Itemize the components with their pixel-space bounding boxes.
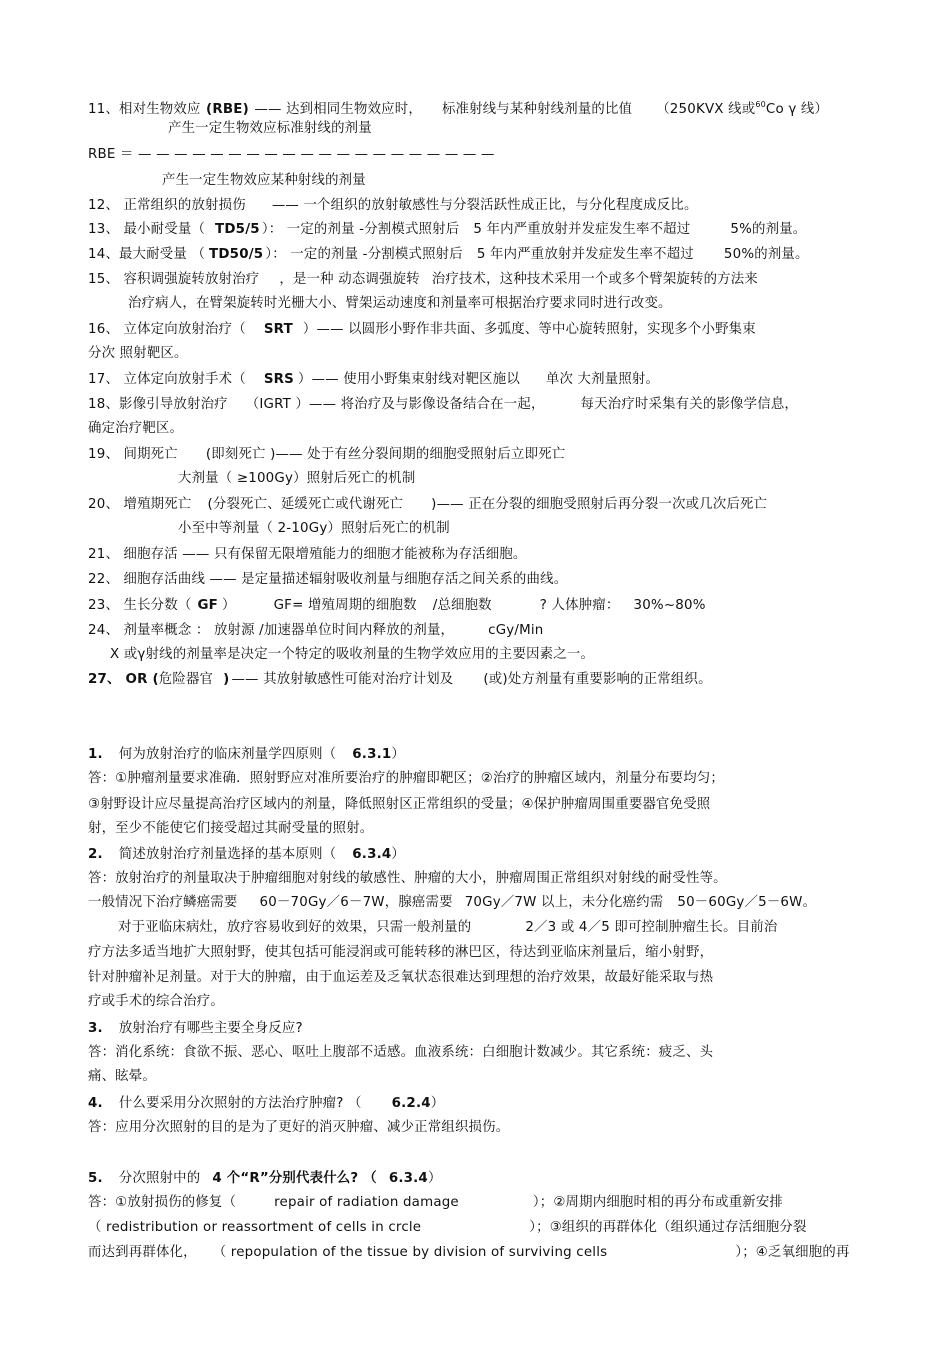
text-segment: TD5/5	[215, 222, 260, 237]
text-segment: （ repopulation of the tissue by division of surviving cells	[212, 1245, 608, 1260]
text-segment: 70Gy／7W 以上，未分化癌约需	[464, 895, 664, 910]
text-segment: (即刻死亡 )—— 处于有丝分裂间期的细胞受照射后立即死亡	[205, 447, 566, 462]
text-segment: GF	[197, 598, 218, 613]
text-segment: 30%~80%	[633, 598, 706, 613]
text-line	[88, 597, 706, 615]
text-segment: GF= 增殖周期的细胞数	[273, 598, 417, 613]
text-segment: ）；④乏氧细胞的再	[735, 1245, 850, 1260]
text-segment: SRS	[263, 372, 295, 387]
text-line	[88, 1170, 442, 1188]
text-segment: 4 个“R”分别代表什么? （	[212, 1171, 377, 1186]
text-segment: Co γ 线）	[765, 102, 829, 117]
text-segment: 17、 立体定向放射手术（	[88, 372, 246, 387]
text-line	[88, 446, 565, 464]
text-segment: 5 年内严重放射并发症发生率不超过	[476, 247, 694, 262]
text-segment: 50%的剂量。	[723, 247, 809, 262]
text-segment: 确定治疗靶区。	[88, 421, 184, 436]
text-segment: 5 年内严重放射并发症发生率不超过	[473, 222, 691, 237]
text-segment: 治疗技术，这种技术采用一个或多个臂架旋转的方法来	[431, 272, 758, 287]
text-segment: 23、 生长分数（	[88, 598, 192, 613]
text-segment: 产生一定生物效应某种射线的剂量	[162, 173, 366, 188]
text-line	[88, 1194, 783, 1212]
text-segment: 而达到再群体化，	[88, 1245, 197, 1260]
text-segment: ）	[391, 747, 405, 762]
text-segment: 20、 增殖期死亡	[88, 497, 192, 512]
text-segment: 27、 OR (	[88, 672, 159, 687]
text-line	[88, 820, 373, 838]
text-segment: 分次 照射靶区。	[88, 346, 188, 361]
text-line	[88, 1119, 509, 1137]
text-line	[88, 796, 710, 814]
text-segment: 3.	[88, 1021, 103, 1036]
text-segment: 疗方法多适当地扩大照射野，使其包括可能浸润或可能转移的淋巴区，待达到亚临床剂量后，缩小射野，	[88, 945, 714, 960]
text-segment: SRT	[263, 322, 293, 337]
text-segment: 分次照射中的	[118, 1171, 201, 1186]
text-segment: 4.	[88, 1096, 103, 1111]
text-segment: 14、最大耐受量 （	[88, 247, 206, 262]
text-line	[88, 671, 712, 689]
text-line	[88, 622, 544, 640]
text-segment: 24、 剂量率概念 ： 放射源 /加速器单位时间内释放的剂量，	[88, 623, 455, 638]
text-segment: 1.	[88, 747, 103, 762]
text-segment: 2.	[88, 847, 103, 862]
text-segment: ）： 一定的剂量 -分割模式照射后	[265, 247, 463, 262]
text-segment: 何为放射治疗的临床剂量学四原则（	[118, 747, 337, 762]
text-line	[88, 969, 713, 987]
text-line	[88, 746, 405, 764]
superscript: 60	[755, 100, 766, 109]
text-segment: )	[223, 672, 230, 687]
text-line	[110, 646, 594, 664]
text-line	[88, 1044, 713, 1062]
text-segment: 6.3.4	[352, 847, 392, 862]
text-line	[168, 120, 372, 138]
text-segment: —— 其放射敏感性可能对治疗计划及	[231, 672, 454, 687]
text-segment: 答：消化系统：食欲不振、恶心、呕吐上腹部不适感。血液系统：白细胞计数减少。其它系统：疲乏、头	[88, 1045, 714, 1060]
text-segment: （IGRT ）—— 将治疗及与影像设备结合在一起，	[245, 397, 545, 412]
text-segment: 50－60Gy／5－6W。	[677, 895, 817, 910]
text-segment: 16、 立体定向放射治疗（	[88, 322, 246, 337]
text-segment: ③射野设计应尽量提高治疗区域内的剂量，降低照射区正常组织的受量；④保护肿瘤周围重要器官免受照	[88, 797, 711, 812]
text-segment: 标准射线与某种射线剂量的比值	[441, 102, 633, 117]
text-line	[88, 396, 798, 414]
text-segment: 答：放射治疗的剂量取决于肿瘤细胞对射线的敏感性、肿瘤的大小，肿瘤周围正常组织对射线的耐受性等。	[88, 871, 727, 886]
text-segment: 射，至少不能使它们接受超过其耐受量的照射。	[88, 821, 374, 836]
text-segment: 22、 细胞存活曲线 —— 是定量描述辐射吸收剂量与细胞存活之间关系的曲线。	[88, 572, 568, 587]
text-line	[88, 1095, 444, 1113]
text-segment: 每天治疗时采集有关的影像学信息，	[580, 397, 798, 412]
text-segment: 6.3.1	[352, 747, 392, 762]
text-segment: ）	[427, 1171, 442, 1186]
text-line	[88, 894, 816, 912]
text-segment: 19、 间期死亡	[88, 447, 178, 462]
text-segment: 6.3.4	[388, 1171, 428, 1186]
text-line	[88, 1244, 850, 1262]
text-segment: 对于亚临床病灶，放疗容易收到好的效果，只需一般剂量的	[118, 920, 472, 935]
text-line	[88, 345, 188, 363]
text-line	[88, 371, 659, 389]
text-segment: ）—— 使用小野集束射线对靶区施以	[298, 372, 520, 387]
text-segment: 什么要采用分次照射的方法治疗肿瘤? （	[118, 1096, 362, 1111]
text-segment: 5%的剂量。	[730, 222, 807, 237]
text-line	[178, 520, 450, 538]
text-segment: 简述放射治疗剂量选择的基本原则（	[118, 847, 337, 862]
text-segment: 答：①肿瘤剂量要求准确．照射野应对准所要治疗的肿瘤即靶区；②治疗的肿瘤区域内，剂量分布要均匀；	[88, 771, 724, 786]
text-line	[88, 870, 727, 888]
text-line	[88, 571, 567, 589]
text-segment: cGy/Min	[488, 623, 544, 638]
text-segment: 放射治疗有哪些主要全身反应?	[118, 1021, 303, 1036]
text-line	[88, 496, 767, 514]
text-segment: 小至中等剂量（ 2-10Gy）照射后死亡的机制	[178, 521, 450, 536]
text-segment: ）	[430, 1096, 445, 1111]
text-line	[178, 470, 415, 488]
text-segment: 12、 正常组织的放射损伤	[88, 198, 246, 213]
text-line	[88, 197, 698, 215]
text-segment: 答：①放射损伤的修复（	[88, 1195, 237, 1210]
text-segment: ）；③组织的再群体化（组织通过存活细胞分裂	[529, 1220, 807, 1235]
text-segment: (RBE)	[206, 102, 249, 117]
text-segment: 危险器官	[158, 672, 214, 687]
text-line	[88, 321, 756, 339]
text-segment: ，是一种 动态调强旋转	[279, 272, 420, 287]
text-segment: 2／3 或 4／5 即可控制肿瘤生长。目前治	[525, 920, 778, 935]
text-segment: (或)处方剂量有重要影响的正常组织。	[483, 672, 712, 687]
text-segment: 产生一定生物效应标准射线的剂量	[168, 121, 372, 136]
text-segment: ）： 一定的剂量 -分割模式照射后	[261, 222, 460, 237]
text-segment: （250KVX 线或	[656, 102, 756, 117]
text-segment: 一般情况下治疗鳞癌需要	[88, 895, 238, 910]
text-segment: 60－70Gy／6－7W，腺癌需要	[259, 895, 453, 910]
text-segment: —— 达到相同生物效应时，	[249, 102, 422, 117]
text-segment: ）	[222, 598, 236, 613]
text-segment: TD50/5	[209, 247, 264, 262]
text-line	[88, 993, 224, 1011]
text-line	[88, 770, 724, 788]
text-segment: 5.	[88, 1171, 103, 1186]
text-segment: 单次 大剂量照射。	[545, 372, 660, 387]
text-segment: 痛、眩晕。	[88, 1069, 156, 1084]
text-line	[88, 420, 183, 438]
text-segment: 大剂量（ ≥100Gy）照射后死亡的机制	[178, 471, 416, 486]
text-line	[88, 1219, 807, 1237]
text-line	[88, 271, 758, 289]
text-line	[162, 172, 366, 190]
text-segment: 15、 容积调强旋转放射治疗	[88, 272, 260, 287]
text-segment: 21、 细胞存活 —— 只有保留无限增殖能力的细胞才能被称为存活细胞。	[88, 547, 527, 562]
text-segment: RBE ＝ — — — — — — — — — — — — — — — — — — — —	[88, 147, 495, 162]
text-segment: 疗或手术的综合治疗。	[88, 994, 224, 1009]
text-line	[128, 295, 672, 313]
text-segment: repair of radiation damage	[274, 1195, 459, 1210]
text-line	[88, 944, 713, 962]
text-line	[88, 221, 806, 239]
text-line	[88, 546, 527, 564]
text-segment: 针对肿瘤补足剂量。对于大的肿瘤，由于血运差及乏氧状态很难达到理想的治疗效果，故最好能采取与热	[88, 970, 714, 985]
text-segment: 答：应用分次照射的目的是为了更好的消灭肿瘤、减少正常组织损伤。	[88, 1120, 510, 1135]
text-line	[88, 96, 828, 119]
text-segment: 11、相对生物效应	[88, 102, 206, 117]
text-segment: 13、 最小耐受量（	[88, 222, 206, 237]
text-segment: ? 人体肿瘤：	[539, 598, 620, 613]
text-line	[88, 246, 809, 264]
text-line	[88, 146, 495, 164]
text-segment: ）；②周期内细胞时相的再分布或重新安排	[532, 1195, 784, 1210]
text-line	[118, 919, 777, 937]
text-segment: （ redistribution or reassortment of cells in crcle	[88, 1220, 422, 1235]
text-segment: 18、影像引导放射治疗	[88, 397, 228, 412]
text-line	[88, 846, 405, 864]
text-segment: ）—— 以圆形小野作非共面、多弧度、等中心旋转照射，实现多个小野集束	[302, 322, 756, 337]
text-segment: ）	[391, 847, 405, 862]
text-segment: )—— 正在分裂的细胞受照射后再分裂一次或几次后死亡	[431, 497, 768, 512]
text-segment: 治疗病人，在臂架旋转时光栅大小、臂架运动速度和剂量率可根据治疗要求同时进行改变。	[128, 296, 672, 311]
text-line	[88, 1020, 303, 1038]
text-segment: /总细胞数	[432, 598, 492, 613]
text-line	[88, 1068, 156, 1086]
text-segment: (分裂死亡、延缓死亡或代谢死亡	[207, 497, 404, 512]
text-segment: X 或γ射线的剂量率是决定一个特定的吸收剂量的生物学效应用的主要因素之一。	[110, 647, 595, 662]
text-segment: 6.2.4	[391, 1096, 431, 1111]
text-segment: —— 一个组织的放射敏感性与分裂活跃性成正比，与分化程度成反比。	[271, 198, 698, 213]
